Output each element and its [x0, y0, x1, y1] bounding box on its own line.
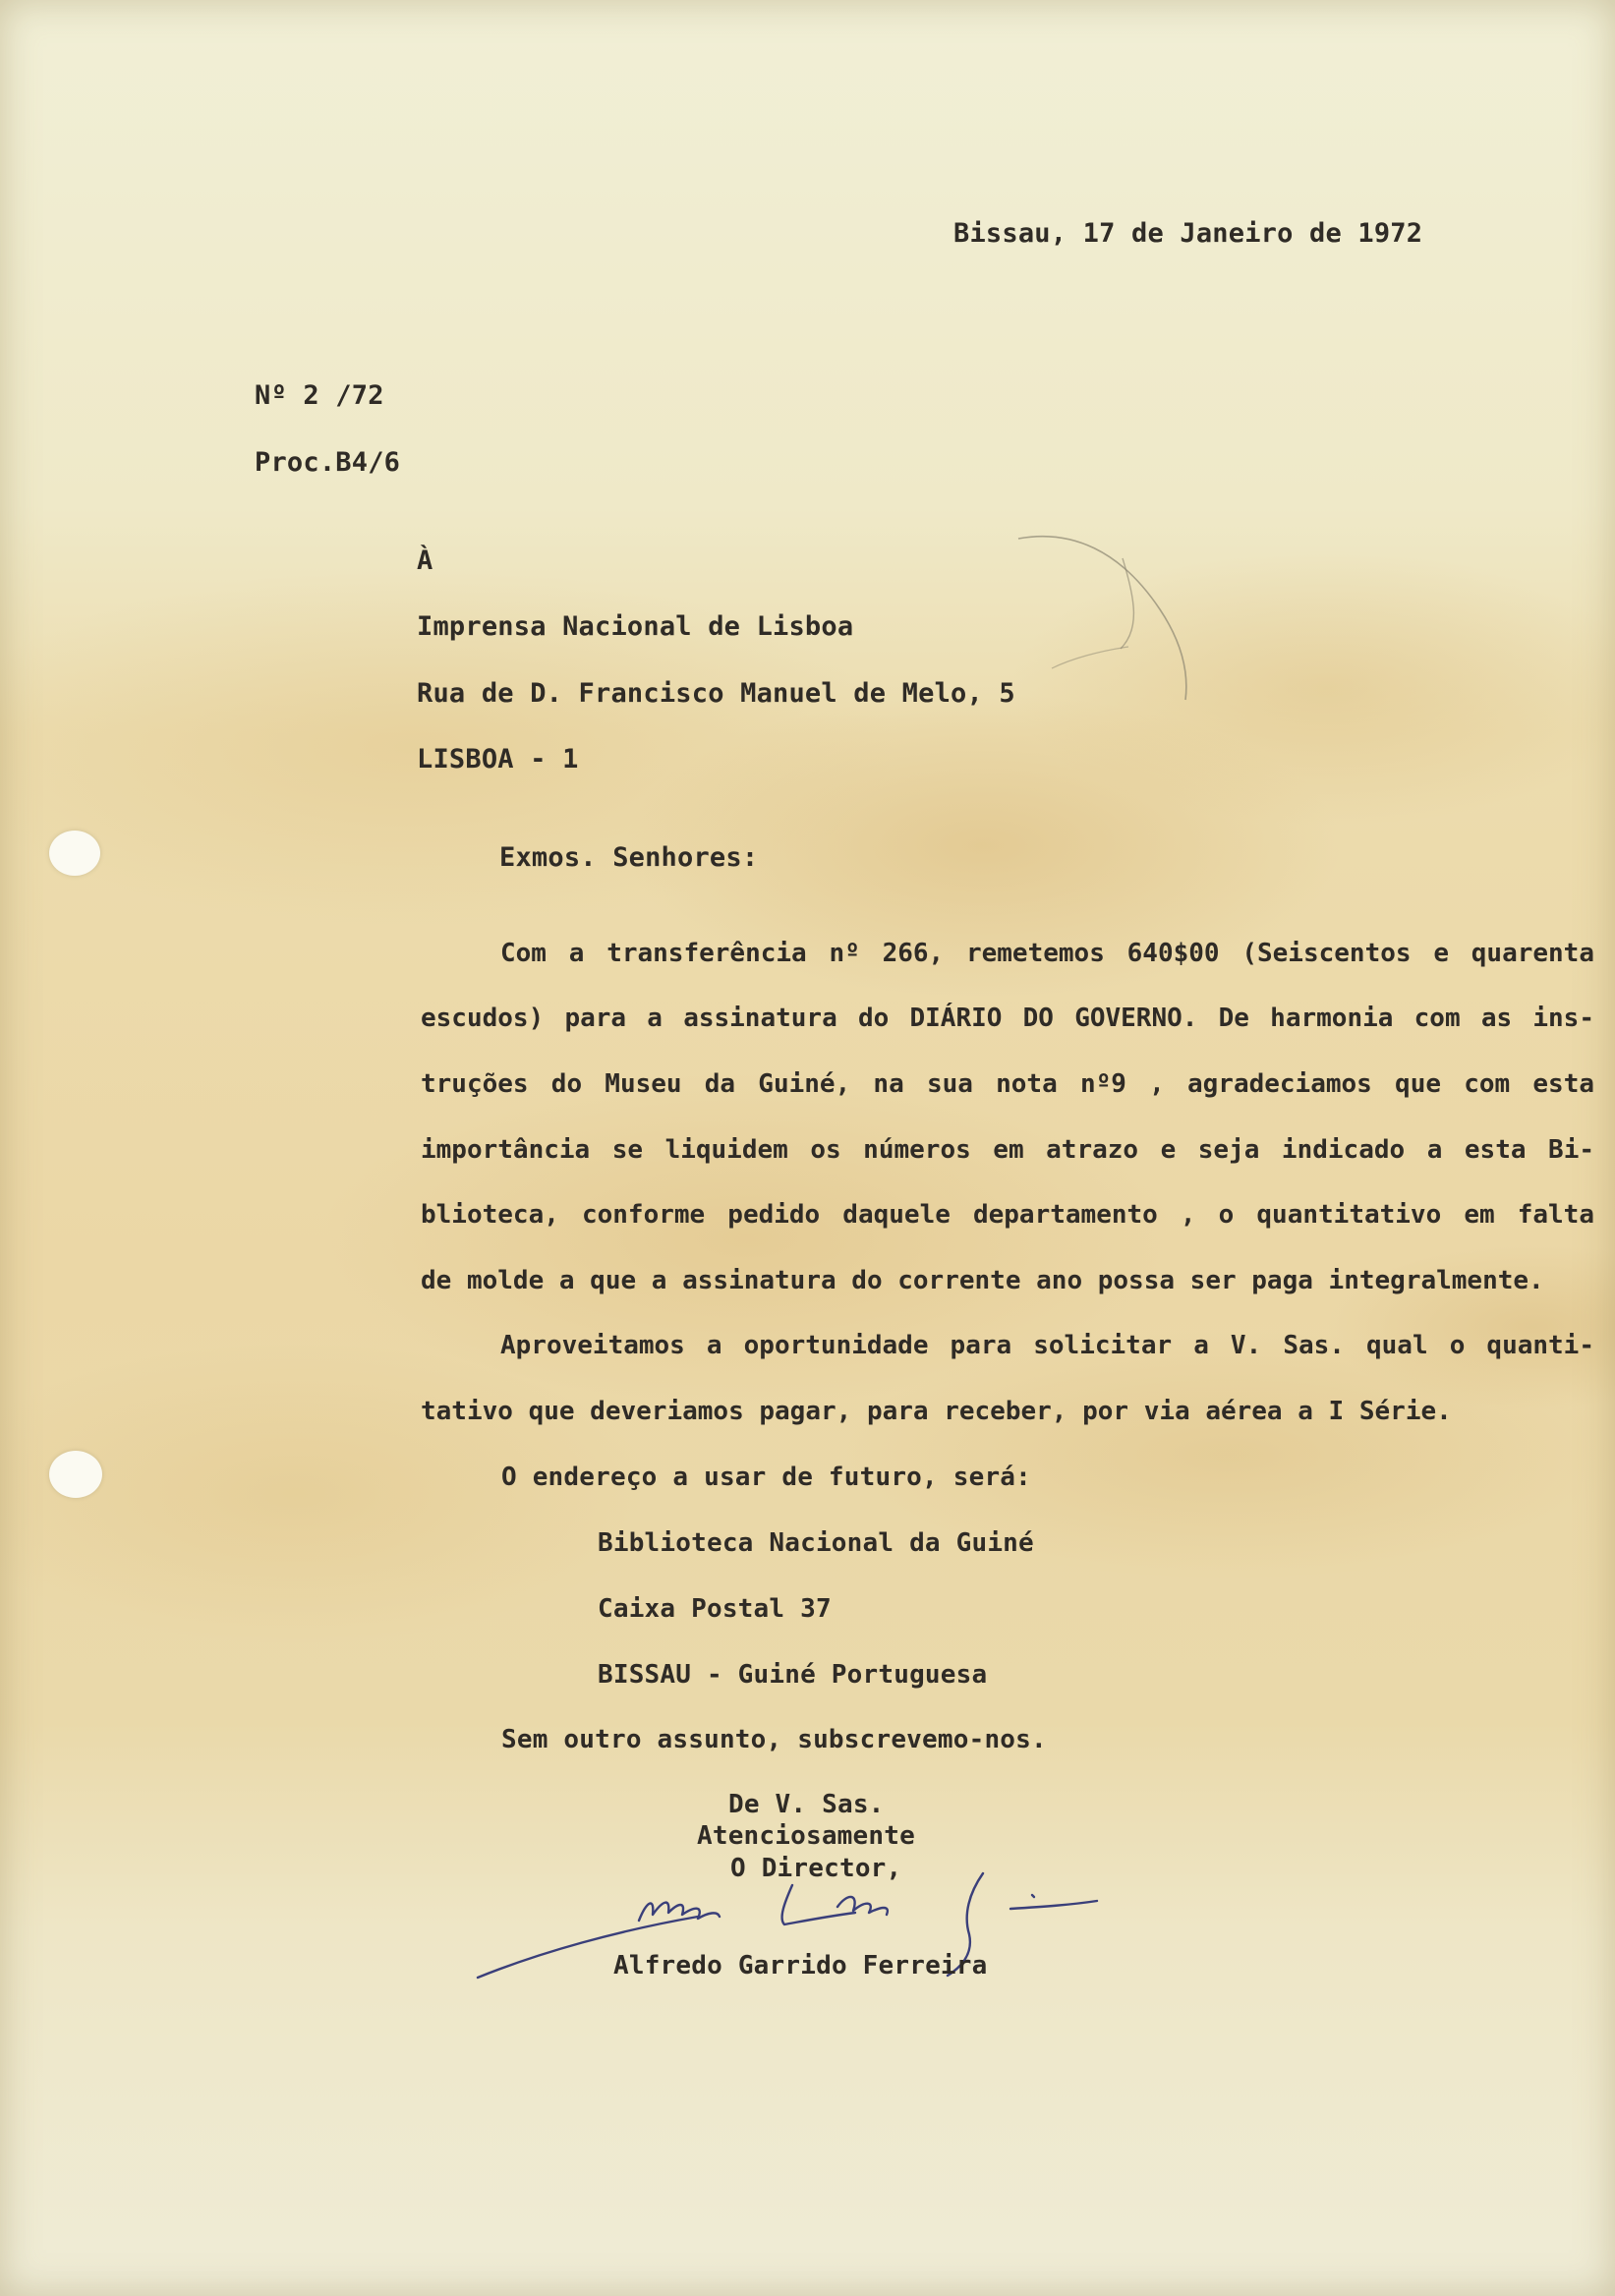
signoff-line1: De V. Sas.	[728, 1790, 885, 1819]
signoff-line2: Atenciosamente	[697, 1821, 915, 1851]
paragraph-line: escudos) para a assinatura do DIÁRIO DO GOVERNO. De harmonia com as ins-	[421, 1004, 1594, 1033]
paragraph-line: Com a transferência nº 266, remetemos 640$00 (Seiscentos e quarenta	[500, 939, 1594, 968]
paragraph-line: importância se liquidem os números em atrazo e seja indicado a esta Bi-	[421, 1135, 1594, 1165]
new-address-line2: Caixa Postal 37	[598, 1594, 832, 1624]
paragraph-line: truções do Museu da Guiné, na sua nota nº9 , agradeciamos que com esta	[421, 1069, 1594, 1099]
recipient-name: Imprensa Nacional de Lisboa	[417, 611, 854, 642]
signoff-line3: O Director,	[730, 1854, 902, 1883]
paragraph-line: Aproveitamos a oportunidade para solicitar a V. Sas. qual o quanti-	[500, 1331, 1594, 1360]
recipient-city: LISBOA - 1	[417, 744, 579, 775]
paragraph-line: de molde a que a assinatura do corrente ano possa ser paga integralmente.	[421, 1266, 1544, 1295]
place-date: Bissau, 17 de Janeiro de 1972	[953, 218, 1423, 249]
addressee-prefix: À	[417, 545, 433, 576]
paragraph-line: blioteca, conforme pedido daquele departamento , o quantitativo em falta	[421, 1200, 1594, 1230]
new-address-line1: Biblioteca Nacional da Guiné	[598, 1528, 1034, 1558]
address-intro: O endereço a usar de futuro, será:	[501, 1463, 1032, 1492]
punch-hole-top	[49, 831, 100, 876]
new-address-line3: BISSAU - Guiné Portuguesa	[598, 1660, 988, 1690]
recipient-street: Rua de D. Francisco Manuel de Melo, 5	[417, 678, 1015, 709]
paragraph-line: tativo que deveriamos pagar, para receber, por via aérea a I Série.	[421, 1397, 1452, 1426]
reference-number: Nº 2 /72	[255, 380, 384, 411]
pencil-mark	[1012, 521, 1209, 718]
signatory-name: Alfredo Garrido Ferreira	[613, 1951, 988, 1980]
process-reference: Proc.B4/6	[255, 447, 401, 478]
greeting: Exmos. Senhores:	[499, 842, 759, 873]
closing: Sem outro assunto, subscrevemo-nos.	[501, 1725, 1047, 1754]
punch-hole-bottom	[49, 1451, 102, 1498]
